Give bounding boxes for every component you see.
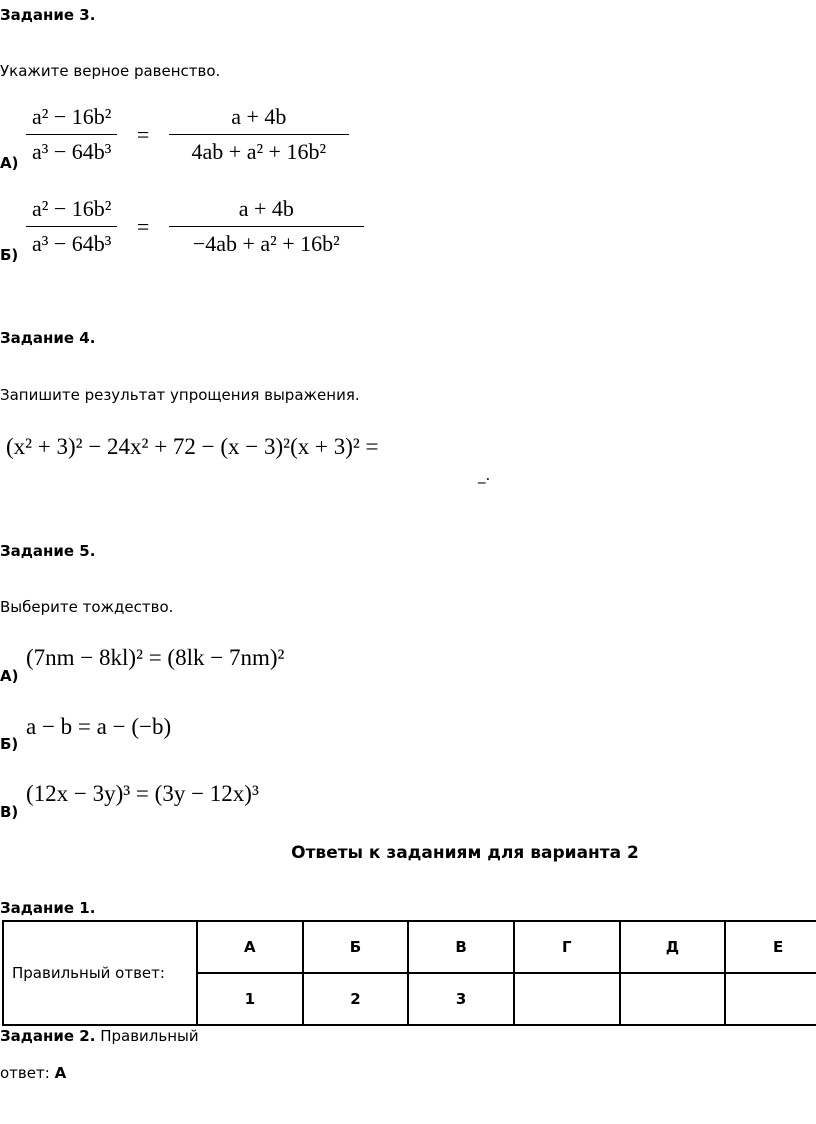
table-header-cell: Б (303, 921, 409, 973)
answers-table (2, 920, 816, 1026)
task3-b-lhs-fraction (26, 196, 117, 257)
table-header-cell: В (408, 921, 514, 973)
task3-a-rhs-numerator: a + 4b (231, 104, 287, 129)
answers-task2-title: Задание 2. (0, 1027, 96, 1045)
task5-prompt: Выберите тождество. (0, 598, 174, 616)
task4-prompt: Запишите результат упрощения выражения. (0, 386, 360, 404)
task5-option-a-expression: (7nm − 8kl)² = (8lk − 7nm)² (26, 645, 285, 670)
table-header-cell: А (197, 921, 303, 973)
equals-sign: = (136, 213, 150, 239)
task3-prompt: Укажите верное равенство. (0, 62, 221, 80)
task3-b-rhs-numerator: a + 4b (238, 196, 294, 221)
table-header-cell: Г (514, 921, 620, 973)
answers-task2-answer: А (54, 1064, 67, 1082)
task3-b-rhs-fraction (169, 196, 364, 257)
task3-b-rhs-denominator: −4ab + a² + 16b² (169, 226, 364, 257)
answers-row-label: Правильный ответ: (3, 921, 197, 1025)
table-value-cell (620, 973, 726, 1025)
table-header-cell: Е (725, 921, 816, 973)
task3-a-rhs-fraction (169, 104, 349, 165)
task5-option-c-expression: (12x − 3y)³ = (3y − 12x)³ (26, 781, 259, 806)
task3-option-a-equation (26, 104, 349, 165)
task3-a-rhs-denominator: 4ab + a² + 16b² (169, 134, 349, 165)
task4-expression: (x² + 3)² − 24x² + 72 − (x − 3)²(x + 3)² = (6, 434, 379, 459)
answers-task2-text: Правильный (100, 1027, 199, 1045)
table-row (3, 921, 816, 973)
table-value-cell: 2 (303, 973, 409, 1025)
task3-a-lhs-denominator: a³ − 64b³ (26, 134, 117, 165)
task3-option-b-equation (26, 196, 364, 257)
table-value-cell (514, 973, 620, 1025)
answers-heading: Ответы к заданиям для варианта 2 (291, 843, 639, 863)
task3-b-lhs-denominator: a³ − 64b³ (26, 226, 117, 257)
task4-answer-blank: _. (478, 466, 491, 484)
task3-option-b-label: Б) (0, 246, 19, 264)
answers-task1-title: Задание 1. (0, 899, 96, 917)
task5-option-b-label: Б) (0, 735, 19, 753)
task5-option-a-label: А) (0, 667, 19, 685)
task3-a-lhs-fraction (26, 104, 117, 165)
table-value-cell: 3 (408, 973, 514, 1025)
answers-task2-line (0, 1027, 199, 1045)
task3-a-lhs-numerator: a² − 16b² (32, 104, 112, 129)
task3-b-lhs-numerator: a² − 16b² (32, 196, 112, 221)
answers-task2-answer-line (0, 1064, 66, 1082)
answers-task2-answer-prefix: ответ: (0, 1064, 50, 1082)
task5-option-b-expression: a − b = a − (−b) (26, 714, 172, 739)
task5-option-c-label: В) (0, 803, 19, 821)
task5-title: Задание 5. (0, 542, 96, 560)
task3-option-a-label: А) (0, 154, 19, 172)
task3-title: Задание 3. (0, 6, 96, 24)
table-value-cell (725, 973, 816, 1025)
table-header-cell: Д (620, 921, 726, 973)
table-value-cell: 1 (197, 973, 303, 1025)
equals-sign: = (136, 121, 150, 147)
task4-title: Задание 4. (0, 329, 96, 347)
